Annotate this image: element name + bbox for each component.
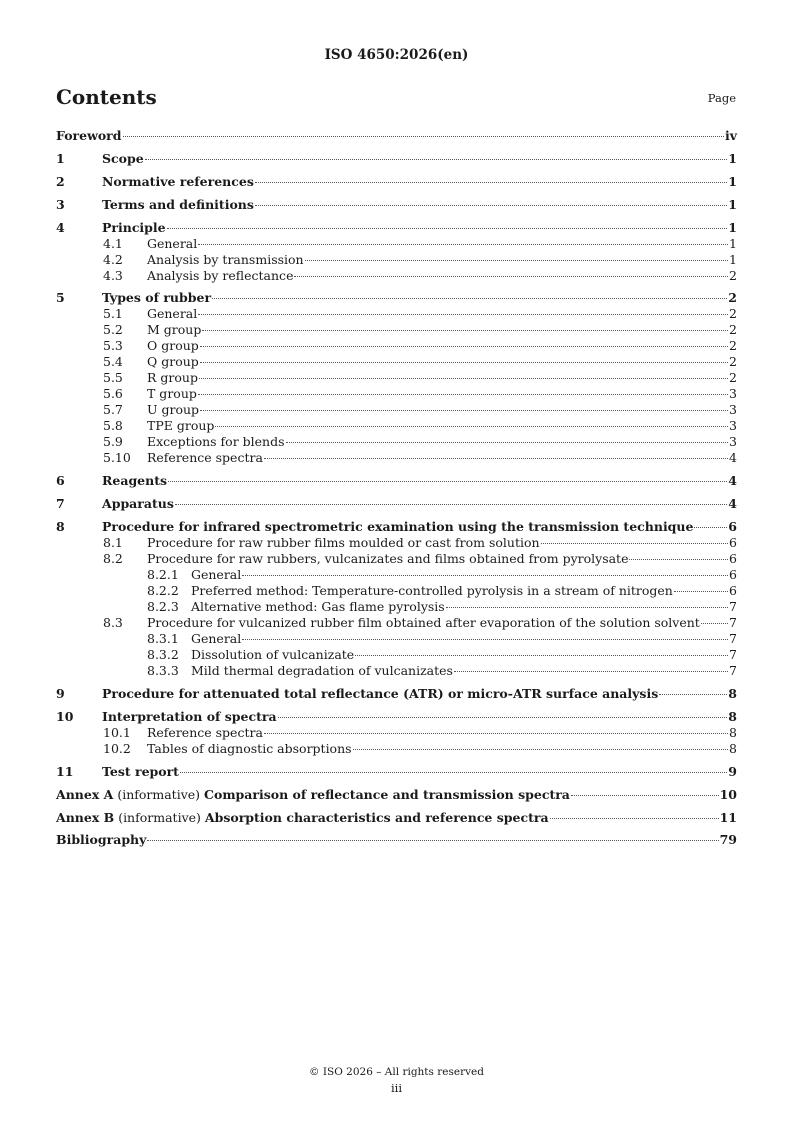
toc-entry-page: 2 <box>729 267 737 283</box>
toc-entry-page: 1 <box>728 173 737 189</box>
toc-entry-title: Scope <box>102 150 144 166</box>
toc-entry[interactable] <box>56 663 737 679</box>
toc-entry[interactable] <box>56 252 737 268</box>
toc-entry-number: 11 <box>56 763 74 779</box>
toc-entry-title: TPE group <box>147 418 215 434</box>
toc-entry[interactable] <box>56 386 737 402</box>
toc-entry-line <box>102 290 737 306</box>
toc-entry[interactable] <box>56 197 737 213</box>
toc-entry-title: Reference spectra <box>147 724 263 740</box>
toc-entry-title: Terms and definitions <box>102 196 254 212</box>
annex-label: Annex A <box>56 786 114 802</box>
toc-entry-title: U group <box>147 402 200 418</box>
toc-entry-title: Preferred method: Temperature-controlled pyrolysis in a stream of nitrogen <box>191 583 673 599</box>
toc-entry-number: 6 <box>56 473 65 489</box>
toc-entry-number: 4 <box>56 219 65 235</box>
dot-leader <box>255 205 727 206</box>
copyright-notice: © ISO 2026 – All rights reserved <box>309 1066 484 1078</box>
toc-entry-page: 79 <box>719 832 737 848</box>
toc-entry[interactable] <box>56 567 737 583</box>
toc-entry-number: 10 <box>56 708 74 724</box>
toc-entry-title: O group <box>147 338 199 354</box>
table-of-contents <box>56 128 737 848</box>
toc-entry-title: Test report <box>102 763 179 779</box>
toc-entry-page: 9 <box>728 763 737 779</box>
dot-leader <box>212 298 727 299</box>
toc-entry-number: 8.2 <box>103 551 123 567</box>
toc-entry-title: Analysis by transmission <box>147 251 304 267</box>
toc-entry-title: Mild thermal degradation of vulcanizates <box>191 663 453 679</box>
toc-entry-title: Reference spectra <box>147 450 263 466</box>
toc-entry-page: 3 <box>729 434 737 450</box>
toc-entry-page: 7 <box>729 631 737 647</box>
toc-entry-title: Procedure for raw rubbers, vulcanizates and films obtained from pyrolysate <box>147 551 629 567</box>
toc-entry-number: 5.1 <box>103 306 123 322</box>
toc-entry-line <box>147 741 737 757</box>
toc-entry-page: 10 <box>719 786 737 802</box>
annex-title: Absorption characteristics and reference spectra <box>204 809 549 825</box>
toc-entry-line <box>102 473 737 489</box>
toc-entry-number: 10.2 <box>103 740 131 756</box>
dot-leader <box>264 458 728 459</box>
annex-heading <box>56 810 549 826</box>
annex-type: (informative) <box>117 786 201 802</box>
toc-entry-line <box>191 663 737 679</box>
toc-entry-title: Procedure for vulcanized rubber film obtained after evaporation of the solution solvent <box>147 615 700 631</box>
toc-entry-number: 8 <box>56 519 65 535</box>
toc-entry-line <box>191 631 737 647</box>
toc-entry[interactable] <box>56 519 737 535</box>
toc-entry-line <box>102 709 737 725</box>
toc-entry[interactable] <box>56 354 737 370</box>
contents-heading: Contents <box>56 85 157 109</box>
toc-entry[interactable] <box>56 583 737 599</box>
toc-entry-page: 3 <box>729 402 737 418</box>
toc-entry-line <box>56 128 737 144</box>
bibliography-title: Bibliography <box>56 832 147 848</box>
toc-entry-page: 6 <box>729 535 737 551</box>
toc-entry-page: 4 <box>728 473 737 489</box>
toc-entry[interactable] <box>56 434 737 450</box>
toc-entry[interactable] <box>56 496 737 512</box>
dot-leader <box>200 346 728 347</box>
toc-entry-line <box>147 252 737 268</box>
annex-title: Comparison of reflectance and transmission spectra <box>204 786 570 802</box>
toc-entry-number: 5.3 <box>103 338 123 354</box>
dot-leader <box>242 575 728 576</box>
dot-leader <box>200 410 728 411</box>
toc-entry-line <box>147 551 737 567</box>
toc-bibliography-entry[interactable] <box>56 832 737 848</box>
dot-leader <box>355 655 728 656</box>
toc-entry-page: 7 <box>729 615 737 631</box>
toc-entry-number: 8.3.1 <box>147 631 179 647</box>
toc-entry[interactable] <box>56 473 737 489</box>
dot-leader <box>200 362 728 363</box>
toc-entry-number: 10.1 <box>103 724 131 740</box>
toc-entry-page: 6 <box>729 583 737 599</box>
dot-leader <box>454 671 728 672</box>
toc-entry-page: 1 <box>729 235 737 251</box>
toc-entry-title: Analysis by reflectance <box>147 267 294 283</box>
toc-entry-title: General <box>191 631 242 647</box>
toc-entry-page: 4 <box>729 450 737 466</box>
toc-entry[interactable] <box>56 450 737 466</box>
toc-entry-title: Principle <box>102 219 166 235</box>
dot-leader <box>286 442 729 443</box>
toc-entry-line <box>102 151 737 167</box>
toc-entry[interactable] <box>56 764 737 780</box>
toc-entry-line <box>191 567 737 583</box>
toc-entry-line <box>102 686 737 702</box>
toc-entry-title: Types of rubber <box>102 290 212 306</box>
toc-entry-title: T group <box>147 386 197 402</box>
toc-entry[interactable] <box>56 290 737 306</box>
toc-entry-page: 6 <box>729 551 737 567</box>
dot-leader <box>278 717 728 718</box>
toc-entry-line <box>147 354 737 370</box>
toc-entry-line <box>147 725 737 741</box>
toc-entry-title: Tables of diagnostic absorptions <box>147 740 352 756</box>
toc-entry-line <box>147 535 737 551</box>
toc-entry[interactable] <box>56 402 737 418</box>
dot-leader <box>255 182 727 183</box>
dot-leader <box>694 527 727 528</box>
toc-entry-title: Reagents <box>102 473 168 489</box>
toc-entry-page: 1 <box>729 251 737 267</box>
toc-entry[interactable] <box>56 709 737 725</box>
toc-entry-number: 2 <box>56 173 65 189</box>
toc-entry-line <box>147 338 737 354</box>
toc-entry-number: 8.2.2 <box>147 583 179 599</box>
toc-entry[interactable] <box>56 686 737 702</box>
toc-entry-title: Procedure for attenuated total reflectance (ATR) or micro-ATR surface analysis <box>102 686 659 702</box>
toc-entry-number: 5.9 <box>103 434 123 450</box>
dot-leader <box>199 378 728 379</box>
dot-leader <box>541 543 729 544</box>
toc-entry-number: 8.3 <box>103 615 123 631</box>
toc-entry-line <box>102 174 737 190</box>
toc-entry-number: 4.1 <box>103 235 123 251</box>
toc-entry-title: General <box>147 235 198 251</box>
toc-entry-page: 1 <box>728 196 737 212</box>
toc-entry-title: Exceptions for blends <box>147 434 285 450</box>
toc-entry[interactable] <box>56 174 737 190</box>
toc-entry[interactable] <box>56 151 737 167</box>
dot-leader <box>674 591 728 592</box>
toc-entry-line <box>147 434 737 450</box>
toc-entry-title: M group <box>147 322 202 338</box>
toc-entry-line <box>147 418 737 434</box>
toc-entry-title: General <box>191 567 242 583</box>
toc-entry-number: 8.3.3 <box>147 663 179 679</box>
toc-entry-page: 3 <box>729 386 737 402</box>
toc-entry-page: 6 <box>728 519 737 535</box>
toc-entry-line <box>102 519 737 535</box>
toc-entry-title: Dissolution of vulcanizate <box>191 647 355 663</box>
dot-leader <box>167 228 728 229</box>
toc-entry-line <box>56 787 737 803</box>
toc-entry-title: Alternative method: Gas flame pyrolysis <box>191 599 445 615</box>
toc-entry[interactable] <box>56 741 737 757</box>
toc-entry-title: Apparatus <box>102 496 174 512</box>
toc-entry-page: iv <box>724 128 737 143</box>
dot-leader <box>123 136 724 137</box>
toc-entry-number: 8.3.2 <box>147 647 179 663</box>
toc-entry-page: 7 <box>729 663 737 679</box>
dot-leader <box>198 244 728 245</box>
toc-entry-line <box>56 832 737 848</box>
toc-entry-title: Interpretation of spectra <box>102 708 277 724</box>
dot-leader <box>168 481 727 482</box>
toc-entry-page: 8 <box>728 708 737 724</box>
toc-entry-number: 5.10 <box>103 450 131 466</box>
toc-entry[interactable] <box>56 551 737 567</box>
dot-leader <box>659 694 727 695</box>
toc-entry-number: 9 <box>56 686 65 702</box>
toc-entry-number: 8.2.1 <box>147 567 179 583</box>
toc-entry-number: 5.7 <box>103 402 123 418</box>
toc-annex-entry[interactable] <box>56 787 737 803</box>
toc-entry-number: 5.4 <box>103 354 123 370</box>
toc-entry-page: 7 <box>729 647 737 663</box>
toc-entry-line <box>102 496 737 512</box>
toc-entry[interactable] <box>56 418 737 434</box>
toc-entry[interactable] <box>56 535 737 551</box>
toc-entry-title: Procedure for infrared spectrometric examination using the transmission technique <box>102 519 694 535</box>
toc-entry[interactable] <box>56 306 737 322</box>
dot-leader <box>175 504 727 505</box>
toc-entry-line <box>102 197 737 213</box>
toc-entry-number: 5 <box>56 290 65 306</box>
toc-entry-page: 2 <box>729 338 737 354</box>
toc-entry[interactable] <box>56 599 737 615</box>
dot-leader <box>215 426 728 427</box>
toc-entry-title: Procedure for raw rubber films moulded or cast from solution <box>147 535 540 551</box>
toc-entry-page: 2 <box>729 354 737 370</box>
dot-leader <box>629 559 728 560</box>
toc-entry-title: Foreword <box>56 128 122 143</box>
toc-entry-line <box>147 615 737 631</box>
toc-entry-line <box>147 306 737 322</box>
toc-entry[interactable] <box>56 220 737 236</box>
page-footer <box>0 1066 793 1095</box>
toc-entry-number: 5.5 <box>103 370 123 386</box>
toc-entry-line <box>147 386 737 402</box>
toc-entry[interactable] <box>56 322 737 338</box>
toc-entry-line <box>191 599 737 615</box>
toc-entry-page: 4 <box>728 496 737 512</box>
dot-leader <box>202 330 728 331</box>
toc-entry-page: 6 <box>729 567 737 583</box>
toc-entry[interactable] <box>56 268 737 284</box>
toc-entry[interactable] <box>56 236 737 252</box>
toc-entry[interactable] <box>56 725 737 741</box>
toc-entry[interactable] <box>56 647 737 663</box>
toc-entry-line <box>147 236 737 252</box>
dot-leader <box>550 818 719 819</box>
toc-entry-title: General <box>147 306 198 322</box>
annex-label: Annex B <box>56 809 115 825</box>
toc-entry-page: 11 <box>719 809 737 825</box>
dot-leader <box>446 607 728 608</box>
toc-entry-line <box>191 583 737 599</box>
dot-leader <box>305 260 728 261</box>
toc-entry-number: 5.2 <box>103 322 123 338</box>
toc-entry-number: 8.1 <box>103 535 123 551</box>
dot-leader <box>147 840 718 841</box>
toc-entry[interactable] <box>56 338 737 354</box>
toc-entry-line <box>147 370 737 386</box>
dot-leader <box>242 639 728 640</box>
toc-entry-number: 3 <box>56 196 65 212</box>
toc-entry-number: 5.8 <box>103 418 123 434</box>
toc-entry[interactable] <box>56 128 737 144</box>
toc-entry-page: 8 <box>729 724 737 740</box>
toc-entry-number: 1 <box>56 150 65 166</box>
toc-entry-page: 8 <box>728 686 737 702</box>
dot-leader <box>701 623 728 624</box>
page-number: iii <box>390 1081 403 1095</box>
toc-annex-entry[interactable] <box>56 810 737 826</box>
toc-entry-line <box>147 402 737 418</box>
annex-heading <box>56 787 570 803</box>
toc-entry-line <box>191 647 737 663</box>
toc-entry-line <box>102 220 737 236</box>
toc-entry-page: 2 <box>729 322 737 338</box>
dot-leader <box>353 749 728 750</box>
toc-entry[interactable] <box>56 615 737 631</box>
toc-entry-line <box>147 322 737 338</box>
toc-entry-title: Q group <box>147 354 199 370</box>
dot-leader <box>180 772 727 773</box>
toc-entry-number: 5.6 <box>103 386 123 402</box>
dot-leader <box>571 795 719 796</box>
dot-leader <box>198 394 728 395</box>
toc-entry-line <box>147 268 737 284</box>
dot-leader <box>198 314 728 315</box>
toc-entry-page: 2 <box>729 370 737 386</box>
toc-entry-title: R group <box>147 370 198 386</box>
toc-entry[interactable] <box>56 370 737 386</box>
toc-entry-line <box>56 810 737 826</box>
toc-entry-page: 2 <box>729 306 737 322</box>
page-column-label: Page <box>707 91 736 105</box>
toc-entry-page: 3 <box>729 418 737 434</box>
dot-leader <box>294 276 728 277</box>
toc-entry[interactable] <box>56 631 737 647</box>
toc-entry-page: 1 <box>728 219 737 235</box>
toc-entry-line <box>102 764 737 780</box>
toc-entry-number: 8.2.3 <box>147 599 179 615</box>
toc-entry-page: 7 <box>729 599 737 615</box>
dot-leader <box>145 159 728 160</box>
toc-entry-page: 1 <box>728 150 737 166</box>
toc-entry-number: 7 <box>56 496 65 512</box>
document-id-header: ISO 4650:2026(en) <box>324 47 469 63</box>
toc-entry-number: 4.2 <box>103 251 123 267</box>
toc-entry-page: 2 <box>728 290 737 306</box>
toc-entry-title: Normative references <box>102 173 254 189</box>
toc-entry-number: 4.3 <box>103 267 123 283</box>
toc-entry-line <box>147 450 737 466</box>
dot-leader <box>264 733 728 734</box>
toc-entry-page: 8 <box>729 740 737 756</box>
annex-type: (informative) <box>118 809 201 825</box>
